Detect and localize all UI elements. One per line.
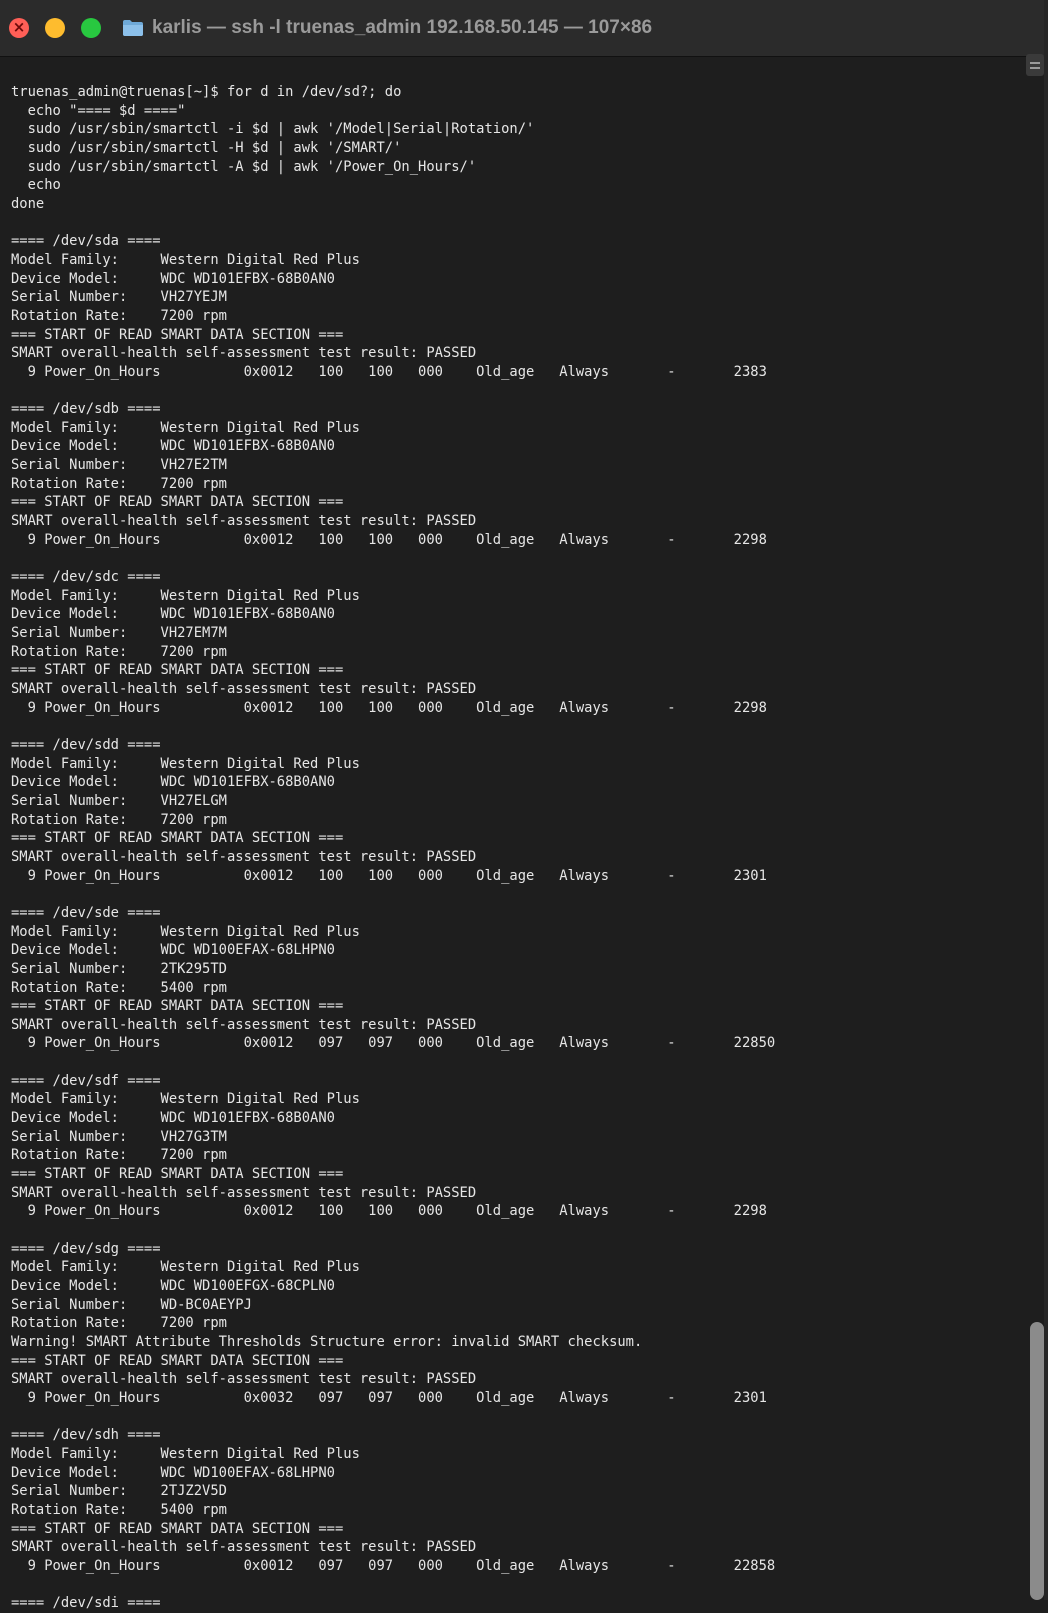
terminal-line: Warning! SMART Attribute Thresholds Structure error: invalid SMART checksum. — [11, 1333, 643, 1350]
terminal-line: 9 Power_On_Hours 0x0032 097 097 000 Old_age Always - 2301 — [11, 1389, 767, 1406]
terminal-line: === START OF READ SMART DATA SECTION === — [11, 662, 344, 679]
terminal-line: ==== /dev/sdf ==== — [11, 1072, 161, 1089]
terminal-line — [11, 1221, 1021, 1240]
terminal-line: Model Family: Western Digital Red Plus — [11, 1259, 360, 1276]
window-title: karlis — ssh -l truenas_admin 192.168.50.145 — 107×86 — [152, 17, 653, 38]
terminal-line: ==== /dev/sdc ==== — [11, 569, 161, 586]
terminal-line: Rotation Rate: 7200 rpm — [11, 1315, 227, 1332]
terminal-line: ==== /dev/sdb ==== — [11, 401, 161, 418]
terminal-line: Serial Number: WD-BC0AEYPJ — [11, 1296, 252, 1313]
title-bar[interactable] — [0, 0, 1048, 57]
zoom-button[interactable] — [81, 18, 101, 38]
terminal-line: Device Model: WDC WD100EFAX-68LHPN0 — [11, 942, 335, 959]
terminal-line: SMART overall-health self-assessment test result: PASSED — [11, 848, 477, 865]
terminal-line: Model Family: Western Digital Red Plus — [11, 1091, 360, 1108]
terminal-line: done — [11, 195, 45, 212]
terminal-line: Serial Number: 2TK295TD — [11, 960, 227, 977]
window-title-group — [122, 14, 652, 42]
terminal-line: Device Model: WDC WD101EFBX-68B0AN0 — [11, 270, 335, 287]
terminal-line: ==== /dev/sdg ==== — [11, 1240, 161, 1257]
terminal-line — [11, 1408, 1021, 1427]
terminal-line: Serial Number: VH27G3TM — [11, 1128, 227, 1145]
terminal-line: Serial Number: VH27YEJM — [11, 289, 227, 306]
terminal-line: 9 Power_On_Hours 0x0012 100 100 000 Old_age Always - 2298 — [11, 699, 767, 716]
terminal-line — [11, 717, 1021, 736]
terminal-line: Model Family: Western Digital Red Plus — [11, 419, 360, 436]
terminal-line: Model Family: Western Digital Red Plus — [11, 755, 360, 772]
terminal-line: echo "==== $d ====" — [11, 102, 186, 119]
terminal-line: Serial Number: 2TJZ2V5D — [11, 1483, 227, 1500]
terminal-line: Device Model: WDC WD100EFAX-68LHPN0 — [11, 1464, 335, 1481]
terminal-line: Model Family: Western Digital Red Plus — [11, 1445, 360, 1462]
terminal-line: Rotation Rate: 7200 rpm — [11, 1147, 227, 1164]
terminal-line — [11, 382, 1021, 401]
terminal-line: ==== /dev/sdd ==== — [11, 736, 161, 753]
terminal-line: ==== /dev/sdh ==== — [11, 1427, 161, 1444]
terminal-line: 9 Power_On_Hours 0x0012 100 100 000 Old_age Always - 2301 — [11, 867, 767, 884]
terminal-line: Device Model: WDC WD101EFBX-68B0AN0 — [11, 1110, 335, 1127]
terminal-line: sudo /usr/sbin/smartctl -A $d | awk '/Power_On_Hours/' — [11, 158, 477, 175]
terminal-line: === START OF READ SMART DATA SECTION === — [11, 1520, 344, 1537]
terminal-line: SMART overall-health self-assessment test result: PASSED — [11, 513, 477, 530]
close-button[interactable] — [9, 18, 29, 38]
terminal-line: === START OF READ SMART DATA SECTION === — [11, 998, 344, 1015]
terminal-line: SMART overall-health self-assessment test result: PASSED — [11, 1184, 477, 1201]
terminal-line: Serial Number: VH27EM7M — [11, 625, 227, 642]
terminal-line: Rotation Rate: 7200 rpm — [11, 643, 227, 660]
minimize-button[interactable] — [45, 18, 65, 38]
scrollbar-menu-icon[interactable] — [1026, 54, 1044, 76]
terminal-line — [11, 1053, 1021, 1072]
terminal-line: === START OF READ SMART DATA SECTION === — [11, 326, 344, 343]
terminal-line: Model Family: Western Digital Red Plus — [11, 923, 360, 940]
terminal-line: Device Model: WDC WD101EFBX-68B0AN0 — [11, 606, 335, 623]
terminal-line: Rotation Rate: 7200 rpm — [11, 307, 227, 324]
terminal-line: ==== /dev/sde ==== — [11, 904, 161, 921]
terminal-line — [11, 885, 1021, 904]
terminal-line: === START OF READ SMART DATA SECTION === — [11, 1352, 344, 1369]
terminal-line: SMART overall-health self-assessment test result: PASSED — [11, 1539, 477, 1556]
terminal-line: SMART overall-health self-assessment test result: PASSED — [11, 681, 477, 697]
terminal-line: Rotation Rate: 7200 rpm — [11, 811, 227, 828]
terminal-line: Serial Number: VH27ELGM — [11, 792, 227, 809]
terminal-line: 9 Power_On_Hours 0x0012 100 100 000 Old_age Always - 2298 — [11, 1203, 767, 1220]
terminal-line: === START OF READ SMART DATA SECTION === — [11, 830, 344, 847]
terminal-line: sudo /usr/sbin/smartctl -i $d | awk '/Model|Serial|Rotation/' — [11, 121, 535, 138]
terminal-line: 9 Power_On_Hours 0x0012 100 100 000 Old_age Always - 2383 — [11, 363, 767, 380]
terminal-line — [11, 549, 1021, 568]
terminal-line: SMART overall-health self-assessment test result: PASSED — [11, 1016, 477, 1033]
terminal-line: === START OF READ SMART DATA SECTION === — [11, 1166, 344, 1183]
terminal-line: 9 Power_On_Hours 0x0012 100 100 000 Old_age Always - 2298 — [11, 531, 767, 548]
window-edge — [1044, 0, 1048, 1600]
terminal-line: Model Family: Western Digital Red Plus — [11, 251, 360, 268]
folder-icon — [122, 19, 144, 37]
terminal-line: Device Model: WDC WD101EFBX-68B0AN0 — [11, 774, 335, 791]
terminal-line: sudo /usr/sbin/smartctl -H $d | awk '/SMART/' — [11, 139, 402, 156]
terminal-line: Rotation Rate: 7200 rpm — [11, 475, 227, 492]
terminal-line: Model Family: Western Digital Red Plus — [11, 587, 360, 604]
terminal-line: 9 Power_On_Hours 0x0012 097 097 000 Old_age Always - 22850 — [11, 1035, 776, 1052]
terminal-line: Device Model: WDC WD100EFGX-68CPLN0 — [11, 1278, 335, 1294]
terminal-line: === START OF READ SMART DATA SECTION === — [11, 494, 344, 511]
terminal-line: SMART overall-health self-assessment test result: PASSED — [11, 1371, 477, 1388]
terminal-line: ==== /dev/sdi ==== — [11, 1595, 161, 1612]
terminal-line: echo — [11, 177, 61, 194]
terminal-line: 9 Power_On_Hours 0x0012 097 097 000 Old_age Always - 22858 — [11, 1557, 776, 1574]
terminal-line: Rotation Rate: 5400 rpm — [11, 979, 227, 996]
terminal-line: Rotation Rate: 5400 rpm — [11, 1501, 227, 1518]
terminal-line: Serial Number: VH27E2TM — [11, 457, 227, 474]
terminal-line: SMART overall-health self-assessment test result: PASSED — [11, 345, 477, 362]
vertical-scrollbar[interactable] — [1030, 1322, 1044, 1600]
terminal-line: ==== /dev/sda ==== — [11, 233, 161, 250]
terminal-output[interactable] — [11, 83, 1021, 1613]
terminal-line — [11, 1576, 1021, 1595]
terminal-line: Device Model: WDC WD101EFBX-68B0AN0 — [11, 438, 335, 455]
terminal-line — [11, 214, 1021, 233]
terminal-line: truenas_admin@truenas[~]$ for d in /dev/sd?; do — [11, 84, 402, 100]
